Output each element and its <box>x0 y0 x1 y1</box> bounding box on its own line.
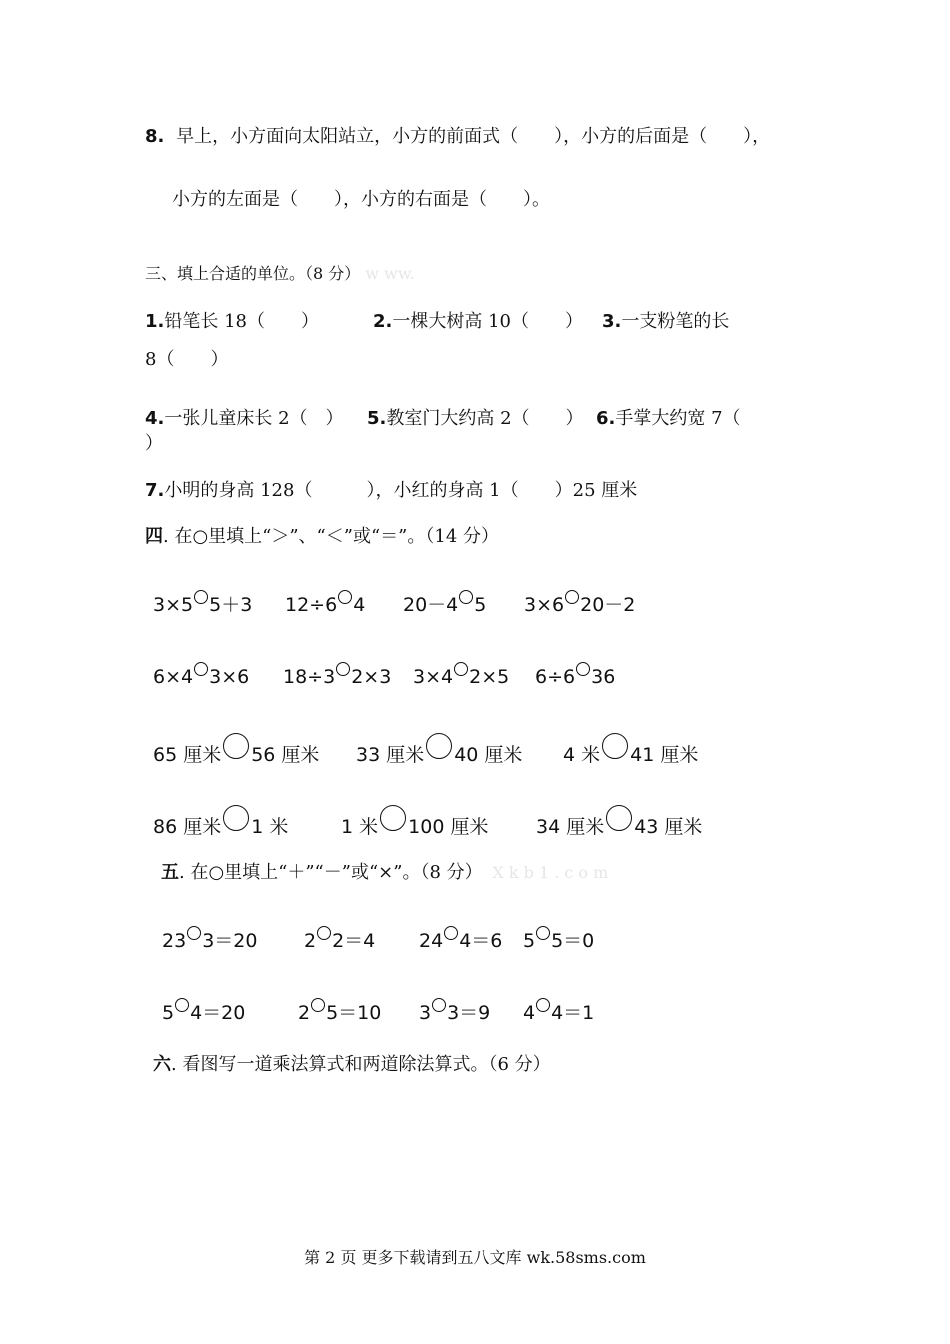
s5-left: 23 <box>162 930 187 952</box>
s3-item-2-number: 2. <box>373 311 393 332</box>
s5-right: 3＝9 <box>447 1002 491 1024</box>
s3-item-6-text: 手掌大约宽 7（ <box>615 408 741 429</box>
s5-left: 3 <box>419 1002 432 1024</box>
s5-right: 4＝6 <box>459 930 503 952</box>
s3-item-7 <box>145 479 637 503</box>
s5-problem <box>419 998 490 1026</box>
s3-item-5 <box>367 407 584 431</box>
compare-circle[interactable] <box>454 662 468 676</box>
s4-right: 4 <box>353 594 366 616</box>
s4-right: 3×6 <box>209 666 250 688</box>
s5-problem <box>523 998 594 1026</box>
page-footer: 第 2 页 更多下载请到五八文库 wk.58sms.com <box>304 1248 646 1267</box>
s4-left: 86 厘米 <box>153 816 222 838</box>
s5-problem <box>162 998 245 1026</box>
section-5-heading <box>161 861 608 885</box>
s4-right: 41 厘米 <box>630 744 699 766</box>
s3-item-3-number: 3. <box>602 311 622 332</box>
s3-item-3-text: 一支粉笔的长 <box>621 311 730 332</box>
s4-row-2 <box>153 662 773 688</box>
s3-item-3-continuation: 8（ ） <box>145 349 229 370</box>
s5-right: 2＝4 <box>332 930 376 952</box>
s4-problem <box>153 590 252 618</box>
compare-circle[interactable] <box>426 733 452 759</box>
s4-problem <box>535 662 615 690</box>
s4-problem <box>356 733 522 768</box>
section-6-title: . 看图写一道乘法算式和两道除法算式。（6 分） <box>171 1054 551 1075</box>
section-4-number: 四 <box>145 526 163 547</box>
s3-item-6 <box>596 407 741 431</box>
s3-item-7-number: 7. <box>145 480 165 501</box>
s3-item-5-text: 教室门大约高 2（ ） <box>386 408 584 429</box>
q8-text-1: 早上，小方面向太阳站立，小方的前面式（ ），小方的后面是（ ）， <box>176 126 771 147</box>
s4-left: 65 厘米 <box>153 744 222 766</box>
s5-left: 5 <box>162 1002 175 1024</box>
s4-problem <box>524 590 635 618</box>
compare-circle[interactable] <box>576 662 590 676</box>
s4-row-3 <box>153 733 773 766</box>
s3-item-2-text: 一棵大树高 10（ ） <box>392 311 584 332</box>
s4-problem <box>341 805 488 840</box>
s3-item-2 <box>373 310 583 334</box>
operator-circle[interactable] <box>317 926 331 940</box>
operator-circle[interactable] <box>311 998 325 1012</box>
s4-problem <box>403 590 486 618</box>
s5-right: 4＝20 <box>190 1002 246 1024</box>
s4-problem <box>563 733 698 768</box>
s4-right: 56 厘米 <box>251 744 320 766</box>
operator-circle[interactable] <box>175 998 189 1012</box>
s4-right: 20－2 <box>580 594 636 616</box>
section-5-number: 五 <box>161 862 179 883</box>
s4-left: 1 米 <box>341 816 379 838</box>
s5-left: 5 <box>523 930 536 952</box>
s3-item-6-number: 6. <box>596 408 616 429</box>
s4-left: 4 米 <box>563 744 601 766</box>
s4-left: 3×6 <box>524 594 565 616</box>
s4-row-1 <box>153 590 773 616</box>
section-5-title: . 在○里填上“＋”“－”或“×”。（8 分） <box>179 862 483 883</box>
s4-problem <box>413 662 509 690</box>
s4-left: 20－4 <box>403 594 459 616</box>
s3-item-3 <box>602 310 729 334</box>
s3-item-4-number: 4. <box>145 408 165 429</box>
compare-circle[interactable] <box>223 805 249 831</box>
s5-row-2 <box>162 998 782 1024</box>
q8-line-2: 小方的左面是（ ），小方的右面是（ ）。 <box>172 189 550 210</box>
section-6-heading <box>153 1053 551 1077</box>
s3-item-1 <box>145 310 319 334</box>
operator-circle[interactable] <box>536 926 550 940</box>
s4-left: 33 厘米 <box>356 744 425 766</box>
s5-problem <box>419 926 502 954</box>
s4-problem <box>153 733 319 768</box>
compare-circle[interactable] <box>602 733 628 759</box>
s4-row-4 <box>153 805 773 838</box>
operator-circle[interactable] <box>432 998 446 1012</box>
compare-circle[interactable] <box>223 733 249 759</box>
s4-right: 43 厘米 <box>634 816 703 838</box>
s4-problem <box>285 590 365 618</box>
compare-circle[interactable] <box>338 590 352 604</box>
s3-item-6-continuation: ） <box>145 433 163 454</box>
s4-left: 6÷6 <box>535 666 576 688</box>
s4-right: 5 <box>474 594 487 616</box>
s4-problem <box>153 662 249 690</box>
s4-left: 6×4 <box>153 666 194 688</box>
compare-circle[interactable] <box>380 805 406 831</box>
s4-problem <box>536 805 702 840</box>
q8-number: 8. <box>145 126 165 147</box>
s3-item-4-text: 一张儿童床长 2（ ） <box>164 408 344 429</box>
s4-left: 3×5 <box>153 594 194 616</box>
s5-problem <box>298 998 381 1026</box>
s4-left: 12÷6 <box>285 594 338 616</box>
s5-left: 24 <box>419 930 444 952</box>
s5-problem <box>304 926 375 954</box>
section-6-number: 六 <box>153 1054 171 1075</box>
operator-circle[interactable] <box>536 998 550 1012</box>
s4-right: 40 厘米 <box>454 744 523 766</box>
s5-left: 4 <box>523 1002 536 1024</box>
s5-problem <box>523 926 594 954</box>
section-3-title: 三、填上合适的单位。（8 分） <box>145 264 361 283</box>
s4-left: 18÷3 <box>283 666 336 688</box>
s4-right: 2×5 <box>469 666 510 688</box>
compare-circle[interactable] <box>336 662 350 676</box>
s4-left: 34 厘米 <box>536 816 605 838</box>
s5-problem <box>162 926 257 954</box>
s4-right: 2×3 <box>351 666 392 688</box>
s5-right: 5＝10 <box>326 1002 382 1024</box>
s5-row-1 <box>162 926 782 952</box>
s4-problem <box>153 805 288 840</box>
s3-item-7-text: 小明的身高 128（ ），小红的身高 1（ ）25 厘米 <box>164 480 638 501</box>
s4-right: 1 米 <box>251 816 289 838</box>
section-3-heading <box>145 262 415 286</box>
compare-circle[interactable] <box>565 590 579 604</box>
q8-line-1 <box>145 125 770 149</box>
s4-right: 100 厘米 <box>408 816 489 838</box>
section-3-row-2 <box>145 407 765 431</box>
s4-right: 36 <box>591 666 616 688</box>
s5-right: 5＝0 <box>551 930 595 952</box>
s4-right: 5＋3 <box>209 594 253 616</box>
section-3-row-1 <box>145 310 765 334</box>
compare-circle[interactable] <box>459 590 473 604</box>
s3-item-5-number: 5. <box>367 408 387 429</box>
compare-circle[interactable] <box>194 662 208 676</box>
watermark-text: w ww. <box>365 264 415 283</box>
s5-left: 2 <box>298 1002 311 1024</box>
s3-item-1-text: 铅笔长 18（ ） <box>164 311 320 332</box>
watermark-text: X k b 1 . c o m <box>492 863 609 882</box>
s4-left: 3×4 <box>413 666 454 688</box>
compare-circle[interactable] <box>194 590 208 604</box>
s3-item-4 <box>145 407 344 431</box>
section-4-title: . 在○里填上“＞”、“＜”或“＝”。（14 分） <box>163 526 499 547</box>
section-4-heading <box>145 525 499 549</box>
s5-left: 2 <box>304 930 317 952</box>
s3-item-1-number: 1. <box>145 311 165 332</box>
s4-problem <box>283 662 391 690</box>
s5-right: 3＝20 <box>202 930 258 952</box>
operator-circle[interactable] <box>444 926 458 940</box>
s5-right: 4＝1 <box>551 1002 595 1024</box>
operator-circle[interactable] <box>187 926 201 940</box>
compare-circle[interactable] <box>606 805 632 831</box>
